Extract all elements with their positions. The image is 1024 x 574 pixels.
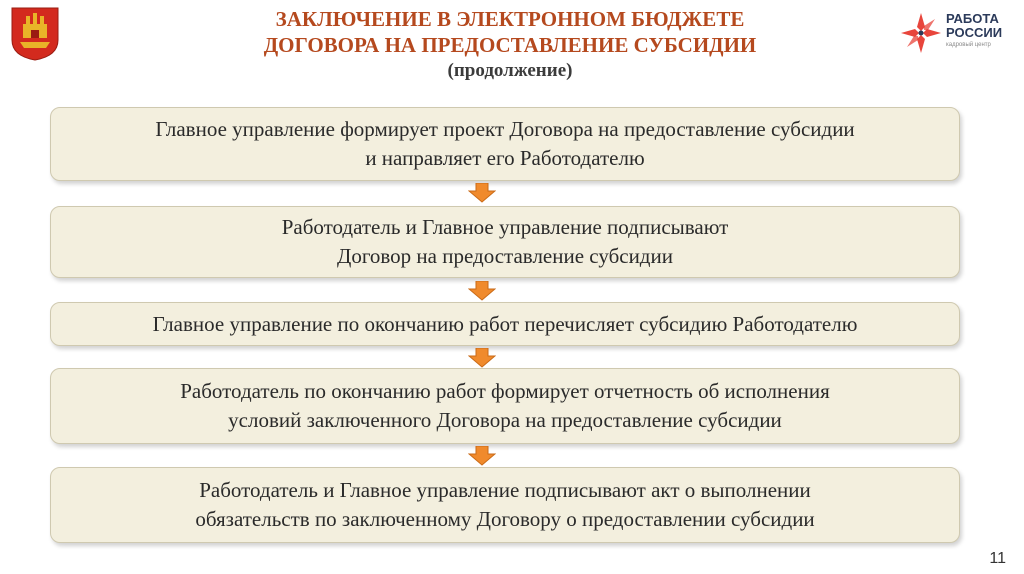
title-line-2: ДОГОВОРА НА ПРЕДОСТАВЛЕНИЕ СУБСИДИИ [263,33,757,57]
step-4-line-2: условий заключенного Договора на предоставление субсидии [228,408,782,432]
page-number: 11 [989,550,1006,567]
step-box-5 [50,467,960,543]
step-box-3 [50,302,960,346]
step-box-1 [50,107,960,181]
step-5-line-1: Работодатель и Главное управление подписывают акт о выполнении [199,478,811,502]
logo-line-1: РАБОТА [946,11,999,26]
rabota-rossii-logo [898,8,1008,60]
down-arrow-icon [468,348,496,368]
down-arrow-icon [468,183,496,203]
coat-of-arms-icon [10,6,60,62]
logo-line-2: РОССИИ [946,25,1003,40]
step-box-2 [50,206,960,278]
rabota-rossii-star-icon [898,10,944,56]
step-2-line-1: Работодатель и Главное управление подписывают [281,215,729,239]
title-subtitle: (продолжение) [447,60,573,81]
step-2-line-2: Договор на предоставление субсидии [337,244,673,268]
step-box-4 [50,368,960,444]
step-4-line-1: Работодатель по окончанию работ формирует отчетность об исполнения [180,379,830,403]
step-3-line-1: Главное управление по окончанию работ перечисляет субсидию Работодателю [152,311,858,336]
down-arrow-icon [468,446,496,466]
logo-tagline: кадровый центр [946,42,991,48]
step-5-line-2: обязательств по заключенному Договору о предоставлении субсидии [195,507,815,531]
down-arrow-icon [468,281,496,301]
page-title [200,6,820,84]
step-1-line-2: и направляет его Работодателю [365,146,645,170]
title-line-1: ЗАКЛЮЧЕНИЕ В ЭЛЕКТРОННОМ БЮДЖЕТЕ [275,7,745,31]
step-1-line-1: Главное управление формирует проект Договора на предоставление субсидии [155,117,855,141]
